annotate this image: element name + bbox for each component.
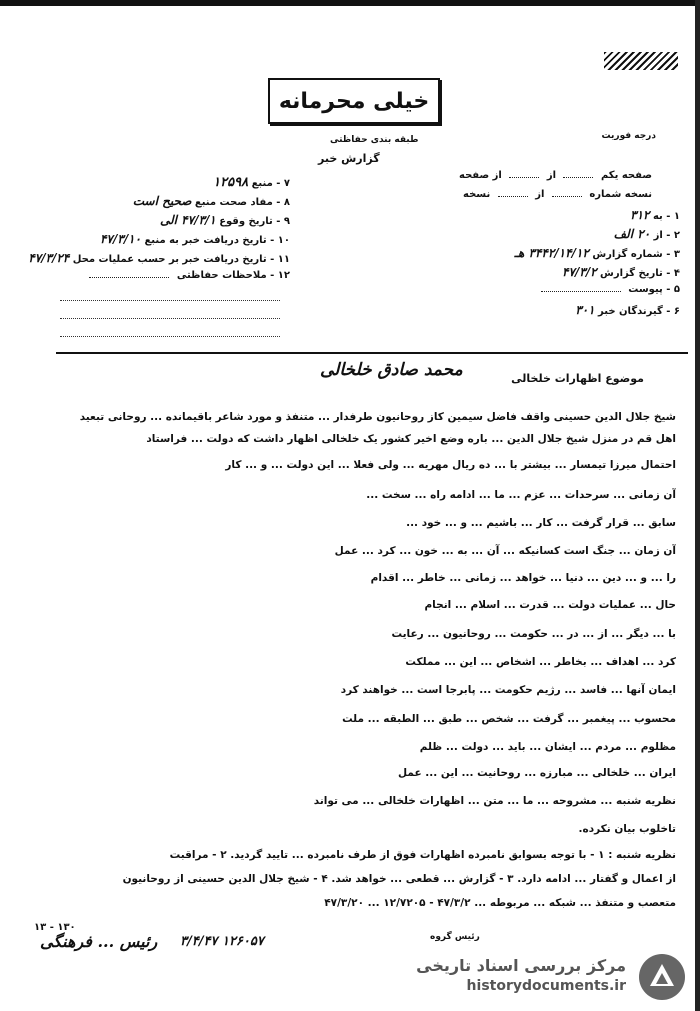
body-line: اهل قم در منزل شیخ جلال الدین ... باره وضع اخیر کشور یک خلخالی اظهار داشت که دولت ... فراستاد <box>146 433 676 445</box>
body-line: احتمال میرزا تیمسار ... بیشتر با ... ده ریال مهریه ... ولی فعلا ... این دولت ... و ... کار <box>225 459 676 471</box>
signature-role: رئیس گروه <box>430 932 480 942</box>
right-field: ۴ - تاریخ گزارش ۴۷/۳/۲ <box>562 265 680 279</box>
left-field: ۷ - منبع ۱۲۵۹۸ <box>213 175 290 190</box>
left-field: ۹ - تاریخ وقوع ۴۷/۳/۱ الی <box>160 213 290 227</box>
body-line: ایران ... خلخالی ... مبارزه ... روحانیت ... این ... عمل <box>398 767 676 779</box>
left-field: ۸ - مفاد صحت منبع صحیح است <box>132 194 290 208</box>
body-line: را ... و ... دین ... دنیا ... خواهد ... زمانی ... خاطر ... اقدام <box>370 572 676 584</box>
footer-line: نظریه شنبه : ۱ - با توجه بسوابق نامبرده اظهارات فوق از طرف نامبرده ... تایید گردید. ۲ - مراقبت <box>169 849 676 861</box>
body-line: ایمان آنها ... فاسد ... رژیم حکومت ... پابرجا است ... خواهند کرد <box>340 684 676 696</box>
footer-code: ۱۳۰ - ۱۳ <box>34 922 76 933</box>
left-field: ۱۲ - ملاحظات حفاظتی <box>85 270 290 281</box>
watermark-url: historydocuments.ir <box>466 978 626 994</box>
signature-date: ۱۲۶۰۵۷ ۳/۴/۴۷ <box>180 934 264 949</box>
report-title: گزارش خبر <box>318 152 380 165</box>
redaction-hatch <box>604 52 678 70</box>
body-line: محسوب ... پیغمبر ... گرفت ... شخص ... طبق ... الطبقه ... ملت <box>342 713 676 725</box>
body-line: آن زمان ... جنگ است کسانیکه ... آن ... به ... خون ... کرد ... عمل <box>334 545 676 557</box>
blank-line <box>60 300 280 301</box>
classification-stamp: خیلی محرمانه <box>268 78 440 124</box>
footer-line: تاخلوب بیان نکرده. <box>578 823 676 835</box>
archive-watermark <box>390 952 690 1002</box>
priority-label: درجه فوریت <box>601 131 656 141</box>
right-field: ۶ - گیرندگان خبر ۳۰۱ <box>575 303 680 317</box>
watermark-title: مرکز بررسی اسناد تاریخی <box>416 956 626 975</box>
footer-line: از اعمال و گفتار ... ادامه دارد. ۳ - گزارش ... قطعی ... خواهد شد. ۴ - شیخ جلال الدین حسینی از روحانیون <box>122 873 676 885</box>
body-line: مظلوم ... مردم ... ایشان ... باید ... دولت ... ظلم <box>419 741 676 753</box>
body-line: سابق ... قرار گرفت ... کار ... باشیم ... و ... خود ... <box>406 517 676 529</box>
right-field: ۵ - پیوست <box>537 284 680 295</box>
body-line: شیخ جلال الدین حسینی واقف فاضل سیمین کاز روحانیون طرفدار ... متنفذ و مورد شاعر باقیمانده ... روحانی تبعید <box>79 411 676 423</box>
left-field: ۱۰ - تاریخ دریافت خبر به منبع ۴۷/۳/۱۰ <box>99 232 290 246</box>
signature-handwriting: رئیس ... فرهنگی <box>40 932 158 951</box>
body-line: با ... دیگر ... از ... در ... حکومت ... روحانیون ... رعایت <box>391 628 676 640</box>
body-line: کرد ... اهداف ... بخاطر ... اشخاص ... این ... مملکت <box>405 656 676 668</box>
body-line: نظریه شنبه ... مشروحه ... ما ... متن ... اظهارات خلخالی ... می تواند <box>313 795 676 807</box>
body-line: حال ... عملیات دولت ... قدرت ... اسلام ... انجام <box>424 599 676 611</box>
right-field: ۲ - از ۲۰ الف <box>613 227 680 241</box>
right-field: ۱ - به ۳۱۲ <box>630 208 680 222</box>
right-scan-border <box>695 0 700 1011</box>
section-divider <box>56 352 688 354</box>
body-line: آن زمانی ... سرحدات ... عزم ... ما ... ادامه راه ... سخت ... <box>366 489 676 501</box>
blank-line <box>60 318 280 319</box>
classification-label: طبقه بندی حفاظتی <box>330 135 419 145</box>
subject-line: موضوع اظهارات خلخالی <box>511 372 644 385</box>
right-field: ۳ - شماره گزارش ۳۴۴۲/۱۴/۱۲ هـ <box>514 246 680 260</box>
footer-line: متعصب و متنفذ ... شبکه ... مربوطه ... ۴۷/۳/۲ - ۱۲/۷۲۰۵ ... ۴۷/۳/۲۰ <box>324 897 676 909</box>
right-field: صفحه یکم از از صفحه <box>459 170 652 181</box>
subject-annotation: محمد صادق خلخالی <box>320 360 463 380</box>
blank-line <box>60 336 280 337</box>
top-scan-border <box>0 0 700 6</box>
right-field: نسخه شماره از نسخه <box>463 189 652 200</box>
archive-logo-icon <box>636 952 688 1002</box>
left-field: ۱۱ - تاریخ دریافت خبر بر حسب عملیات محل ۴۷/۳/۲۴ <box>28 251 290 265</box>
